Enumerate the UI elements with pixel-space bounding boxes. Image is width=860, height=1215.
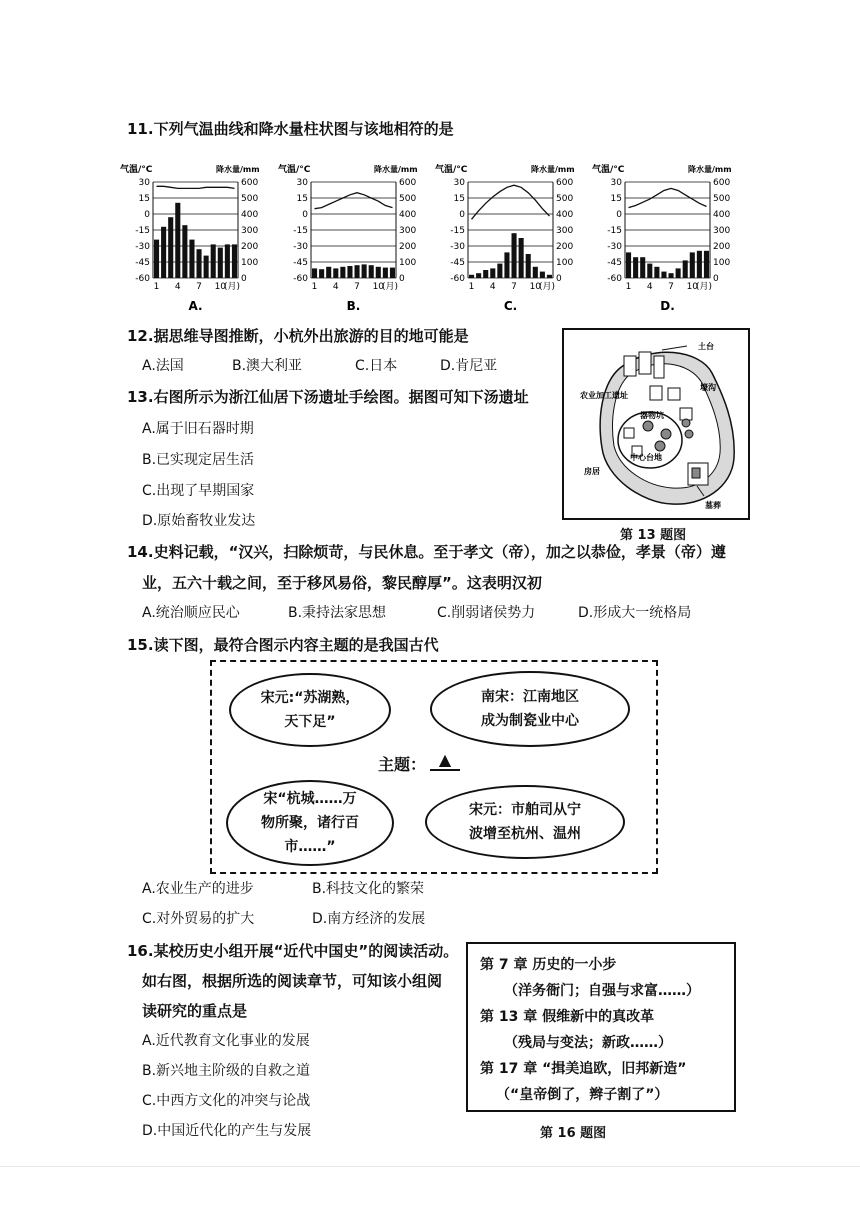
tick-label-prec: 400	[713, 210, 731, 220]
map-label-tutai: 土台	[698, 342, 714, 351]
q15-stem: 15.读下图，最符合图示内容主题的是我国古代	[127, 636, 439, 654]
q12-option-a[interactable]: A.法国	[142, 358, 184, 374]
q15-ellipse-agriculture	[229, 673, 391, 747]
q16-box-line4: （残局与变法；新政……）	[504, 1035, 672, 1051]
q16-caption: 第 16 题图	[540, 1126, 607, 1141]
tick-label-temp: -30	[135, 242, 150, 252]
chart-caption: C.	[503, 299, 518, 313]
precip-bar-month-4	[333, 268, 338, 278]
precip-bar-month-2	[633, 257, 638, 278]
precip-bar-month-1	[469, 275, 474, 278]
q15-e1-line2: 天下足”	[284, 714, 336, 730]
precip-bar-month-12	[232, 244, 237, 278]
precip-bar-month-3	[168, 217, 173, 278]
q13-caption: 第 13 题图	[620, 528, 687, 543]
q16-option-a[interactable]: A.近代教育文化事业的发展	[142, 1033, 310, 1049]
precip-bar-month-7	[512, 233, 517, 278]
precip-bar-month-11	[540, 272, 545, 278]
precip-bar-month-1	[154, 240, 159, 278]
q15-ellipse-hangzhou	[226, 780, 394, 866]
precip-bar-month-1	[626, 252, 631, 278]
precip-bar-month-11	[225, 244, 230, 278]
tick-label-temp: -45	[607, 258, 622, 268]
tick-label-temp: 15	[610, 194, 622, 204]
precip-bar-month-3	[326, 267, 331, 278]
tick-label-temp: -30	[293, 242, 308, 252]
tick-label-prec: 200	[241, 242, 259, 252]
tick-label-prec: 300	[556, 226, 574, 236]
q15-e3-line2: 物所聚，诸行百	[261, 815, 359, 831]
x-tick-label: 7	[668, 282, 674, 292]
map-label-muzang: 墓葬	[705, 501, 721, 510]
tick-label-prec: 500	[556, 194, 574, 204]
q15-e1-line1: 宋元:“苏湖熟，	[260, 690, 360, 706]
page-bottom-divider	[0, 1166, 860, 1167]
q15-theme-blank: ▲	[430, 750, 460, 771]
map-label-fangju: 房居	[584, 467, 600, 476]
q14-option-a[interactable]: A.统治顺应民心	[142, 605, 240, 621]
tick-label-prec: 200	[713, 242, 731, 252]
q16-option-b[interactable]: B.新兴地主阶级的自救之道	[142, 1063, 311, 1079]
tick-label-prec: 600	[556, 178, 574, 188]
tick-label-temp: 30	[138, 178, 150, 188]
tick-label-temp: 0	[144, 210, 150, 220]
x-tick-label: 7	[511, 282, 517, 292]
axis-label-precipitation: 降水量/mm	[374, 165, 418, 174]
tick-label-prec: 200	[399, 242, 417, 252]
precip-bar-month-9	[369, 265, 374, 278]
tick-label-prec: 300	[713, 226, 731, 236]
precip-bar-month-10	[218, 248, 223, 278]
axis-label-temperature: 气温/°C	[278, 165, 311, 175]
precip-bar-month-11	[697, 251, 702, 278]
precip-bar-month-7	[669, 273, 674, 278]
precip-bar-month-1	[312, 268, 317, 278]
tick-label-temp: -15	[135, 226, 150, 236]
axis-label-temperature: 气温/°C	[435, 165, 468, 175]
x-tick-label: 1	[468, 282, 475, 292]
precip-bar-month-11	[383, 268, 388, 278]
q13-option-d[interactable]: D.原始畜牧业发达	[142, 513, 256, 529]
precip-bar-month-3	[483, 270, 488, 278]
precip-bar-month-8	[519, 238, 524, 278]
precip-bar-month-5	[340, 267, 345, 278]
x-tick-label: 10	[686, 282, 699, 292]
precip-bar-month-4	[175, 203, 180, 278]
x-unit-label: (月)	[382, 282, 399, 292]
axis-label-precipitation: 降水量/mm	[216, 165, 260, 174]
precip-bar-month-10	[690, 252, 695, 278]
tick-label-prec: 0	[399, 274, 405, 284]
precip-bar-month-5	[654, 267, 659, 278]
precip-bar-month-10	[533, 267, 538, 278]
q15-option-c[interactable]: C.对外贸易的扩大	[142, 911, 255, 927]
q16-option-c[interactable]: C.中西方文化的冲突与论战	[142, 1093, 311, 1109]
q15-e3-line1: 宋“杭城……万	[263, 791, 357, 807]
q16-box-line3: 第 13 章 假维新中的真改革	[480, 1009, 655, 1025]
precip-bar-month-4	[647, 264, 652, 278]
q16-box-line1: 第 7 章 历史的一小步	[480, 957, 617, 973]
tick-label-prec: 100	[241, 258, 259, 268]
precip-bar-month-12	[547, 275, 552, 278]
tick-label-temp: 0	[459, 210, 465, 220]
precip-bar-month-7	[197, 249, 202, 278]
q12-option-b[interactable]: B.澳大利亚	[232, 358, 303, 374]
q15-e2-line1: 南宋：江南地区	[481, 689, 579, 705]
precip-bar-month-3	[640, 257, 645, 278]
xiatang-site-map	[562, 328, 750, 520]
q11-stem: 11.下列气温曲线和降水量柱状图与该地相符的是	[127, 120, 454, 138]
tick-label-temp: 30	[296, 178, 308, 188]
chart-caption: B.	[346, 299, 361, 313]
q15-e4-line2: 波增至杭州、温州	[469, 826, 581, 842]
q15-e3-line3: 市……”	[284, 839, 336, 855]
precip-bar-month-4	[490, 268, 495, 278]
q15-e2-line2: 成为制瓷业中心	[481, 713, 579, 729]
axis-label-temperature: 气温/°C	[120, 165, 153, 175]
tick-label-prec: 600	[713, 178, 731, 188]
x-tick-label: 10	[214, 282, 227, 292]
q15-option-a[interactable]: A.农业生产的进步	[142, 881, 254, 897]
precip-bar-month-8	[676, 268, 681, 278]
tick-label-temp: -30	[607, 242, 622, 252]
q15-option-d[interactable]: D.南方经济的发展	[312, 911, 426, 927]
map-label-zhongxin: 中心台地	[630, 453, 662, 462]
q16-stem-line1: 16.某校历史小组开展“近代中国史”的阅读活动。	[127, 942, 459, 960]
precip-bar-month-8	[362, 264, 367, 278]
tick-label-temp: -45	[293, 258, 308, 268]
climate-chart-0	[118, 160, 268, 320]
x-unit-label: (月)	[224, 282, 241, 292]
precip-bar-month-8	[204, 256, 209, 278]
q14-option-b[interactable]: B.秉持法家思想	[288, 605, 387, 621]
tick-label-prec: 0	[713, 274, 719, 284]
q14-stem-line1: 14.史料记载，“汉兴，扫除烦苛，与民休息。至于孝文（帝），加之以恭俭，孝景（帝）遵	[127, 543, 726, 561]
tick-label-prec: 400	[556, 210, 574, 220]
climate-chart-1	[276, 160, 426, 320]
precip-bar-month-6	[504, 252, 509, 278]
tick-label-temp: -30	[450, 242, 465, 252]
tick-label-temp: 15	[296, 194, 308, 204]
precip-bar-month-12	[390, 268, 395, 278]
tick-label-temp: -15	[293, 226, 308, 236]
precip-bar-month-7	[355, 265, 360, 278]
tick-label-prec: 100	[399, 258, 417, 268]
tick-label-prec: 100	[556, 258, 574, 268]
x-tick-label: 7	[196, 282, 202, 292]
q16-box-line6: （“皇帝倒了，辫子割了”）	[496, 1087, 669, 1103]
tick-label-prec: 300	[399, 226, 417, 236]
q13-option-b[interactable]: B.已实现定居生活	[142, 452, 255, 468]
precip-bar-month-9	[211, 244, 216, 278]
tick-label-prec: 100	[713, 258, 731, 268]
axis-label-precipitation: 降水量/mm	[688, 165, 732, 174]
tick-label-prec: 0	[556, 274, 562, 284]
tick-label-prec: 500	[713, 194, 731, 204]
x-tick-label: 1	[625, 282, 632, 292]
q14-stem-line2: 业，五六十载之间，至于移风易俗，黎民醇厚”。这表明汉初	[142, 574, 542, 592]
climate-chart-3	[590, 160, 740, 320]
tick-label-temp: 30	[453, 178, 465, 188]
q16-option-d[interactable]: D.中国近代化的产生与发展	[142, 1123, 312, 1139]
axis-label-temperature: 气温/°C	[592, 165, 625, 175]
tick-label-temp: -45	[135, 258, 150, 268]
x-tick-label: 4	[489, 282, 496, 292]
tick-label-prec: 500	[399, 194, 417, 204]
tick-label-prec: 600	[399, 178, 417, 188]
tick-label-temp: -60	[135, 274, 150, 284]
tick-label-temp: 15	[138, 194, 150, 204]
tick-label-temp: -60	[293, 274, 308, 284]
q13-option-c[interactable]: C.出现了早期国家	[142, 483, 255, 499]
chart-caption: D.	[660, 299, 675, 313]
x-tick-label: 4	[332, 282, 339, 292]
tick-label-temp: -60	[607, 274, 622, 284]
precip-bar-month-6	[189, 240, 194, 278]
precip-bar-month-10	[376, 267, 381, 278]
x-tick-label: 1	[311, 282, 318, 292]
precip-bar-month-9	[526, 254, 531, 278]
q15-ellipse-trade	[425, 785, 625, 859]
tick-label-temp: 15	[453, 194, 465, 204]
precip-bar-month-6	[661, 272, 666, 278]
x-tick-label: 10	[372, 282, 385, 292]
q14-option-d[interactable]: D.形成大一统格局	[578, 605, 692, 621]
climate-chart-2	[433, 160, 583, 320]
axis-label-precipitation: 降水量/mm	[531, 165, 575, 174]
precip-bar-month-12	[704, 251, 709, 278]
precip-bar-month-6	[347, 266, 352, 278]
q15-theme-label: 主题：	[378, 755, 427, 774]
tick-label-prec: 400	[399, 210, 417, 220]
map-label-nongye: 农业加工遗址	[580, 391, 628, 400]
x-tick-label: 4	[646, 282, 653, 292]
tick-label-prec: 600	[241, 178, 259, 188]
x-tick-label: 4	[174, 282, 181, 292]
q16-stem-line3: 读研究的重点是	[142, 1002, 248, 1020]
tick-label-temp: 30	[610, 178, 622, 188]
q12-option-c[interactable]: C.日本	[355, 358, 398, 374]
q13-stem: 13.右图所示为浙江仙居下汤遗址手绘图。据图可知下汤遗址	[127, 388, 529, 406]
tick-label-prec: 200	[556, 242, 574, 252]
tick-label-prec: 400	[241, 210, 259, 220]
tick-label-temp: -15	[450, 226, 465, 236]
tick-label-temp: -45	[450, 258, 465, 268]
temperature-line	[315, 193, 393, 209]
q16-box-line5: 第 17 章 “揖美追欧，旧邦新造”	[480, 1061, 687, 1077]
precip-bar-month-2	[476, 273, 481, 278]
q16-stem-line2: 如右图，根据所选的阅读章节，可知该小组阅	[142, 972, 443, 990]
x-unit-label: (月)	[696, 282, 713, 292]
q15-e4-line1: 宋元：市舶司从宁	[469, 802, 581, 818]
q15-ellipse-porcelain	[430, 671, 630, 747]
q16-reading-box	[466, 942, 736, 1112]
q16-box-line2: （洋务衙门；自强与求富……）	[504, 983, 700, 999]
precip-bar-month-2	[319, 269, 324, 278]
tick-label-prec: 0	[241, 274, 247, 284]
x-unit-label: (月)	[539, 282, 556, 292]
map-label-qiwukeng: 器物坑	[640, 411, 664, 420]
tick-label-temp: -60	[450, 274, 465, 284]
tick-label-prec: 300	[241, 226, 259, 236]
q12-option-d[interactable]: D.肯尼亚	[440, 358, 498, 374]
precip-bar-month-5	[497, 264, 502, 278]
precip-bar-month-5	[182, 225, 187, 278]
x-tick-label: 10	[529, 282, 542, 292]
tick-label-temp: 0	[616, 210, 622, 220]
q15-option-b[interactable]: B.科技文化的繁荣	[312, 881, 425, 897]
chart-caption: A.	[188, 299, 203, 313]
q14-option-c[interactable]: C.削弱诸侯势力	[437, 605, 536, 621]
temperature-line	[157, 186, 235, 188]
tick-label-temp: -15	[607, 226, 622, 236]
tick-label-temp: 0	[302, 210, 308, 220]
climate-charts	[118, 160, 738, 320]
precip-bar-month-2	[161, 227, 166, 278]
map-label-huangou: 壕沟	[700, 383, 716, 392]
x-tick-label: 7	[354, 282, 360, 292]
q13-option-a[interactable]: A.属于旧石器时期	[142, 421, 254, 437]
q12-stem: 12.据思维导图推断，小杭外出旅游的目的地可能是	[127, 327, 469, 345]
tick-label-prec: 500	[241, 194, 259, 204]
precip-bar-month-9	[683, 260, 688, 278]
x-tick-label: 1	[153, 282, 160, 292]
